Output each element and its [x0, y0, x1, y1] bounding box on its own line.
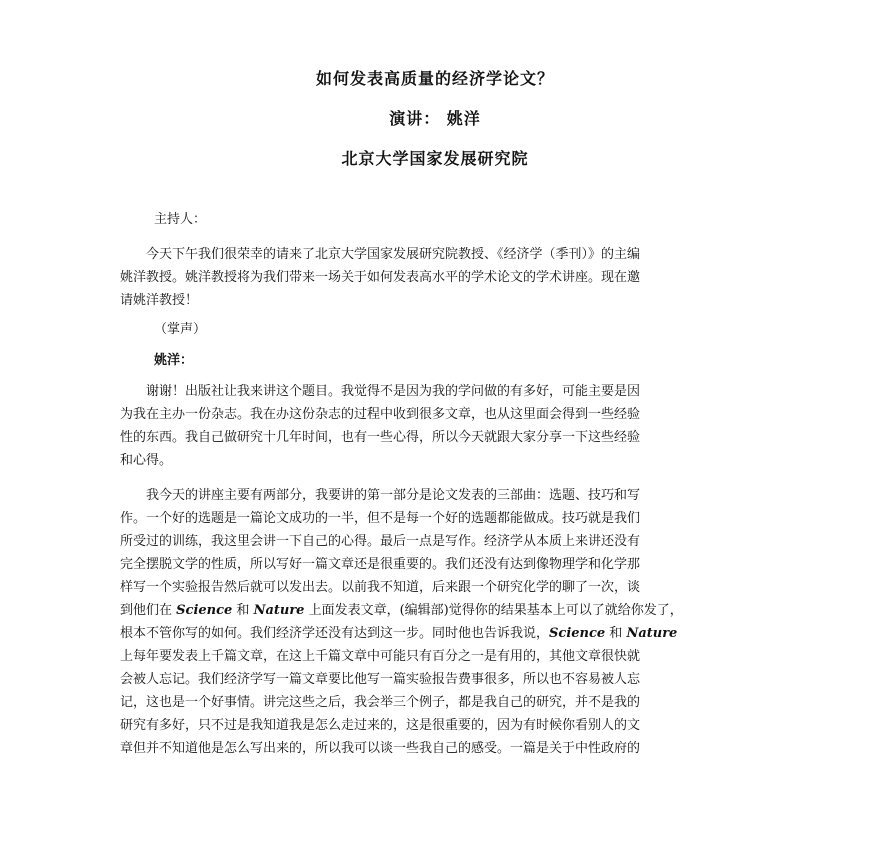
- journal-name-science: Science: [549, 626, 606, 641]
- journal-name-nature: Nature: [626, 626, 678, 641]
- journal-name-nature: Nature: [253, 603, 305, 618]
- institution-line: 北京大学国家发展研究院: [341, 149, 529, 168]
- line-text: 和: [605, 626, 627, 641]
- journal-name-science: Science: [176, 603, 233, 618]
- document-title: 如何发表高质量的经济学论文？: [315, 69, 554, 88]
- line-text: 和: [232, 603, 254, 618]
- paragraph-line: 章但并不知道他是怎么写出来的，所以我可以谈一些我自己的感受。一篇是关于中性政府的: [120, 741, 641, 756]
- paragraph-line: 会被人忘记。我们经济学写一篇文章要比他写一篇实验报告费事很多，所以也不容易被人忘: [120, 672, 641, 687]
- line-text: 到他们在: [120, 603, 177, 618]
- line-text: 根本不管你写的如何。我们经济学还没有达到这一步。同时他也告诉我说，: [120, 626, 550, 641]
- paragraph-line: 完全摆脱文学的性质，所以写好一篇文章还是很重要的。我们还没有达到像物理学和化学那: [120, 557, 641, 572]
- speaker-line: 演讲： 姚洋: [389, 109, 481, 128]
- speaker-label: 姚洋：: [154, 353, 194, 368]
- paragraph-line: 作。一个好的选题是一篇论文成功的一半，但不是每一个好的选题都能做成。技巧就是我们: [120, 511, 641, 526]
- paragraph-line: 为我在主办一份杂志。我在办这份杂志的过程中收到很多文章，也从这里面会得到一些经验: [120, 407, 641, 422]
- paragraph-line: 记，这也是一个好事情。讲完这些之后，我会举三个例子，都是我自己的研究，并不是我的: [120, 695, 641, 710]
- paragraph-line: 性的东西。我自己做研究十几年时间，也有一些心得，所以今天就跟大家分享一下这些经验: [120, 430, 641, 445]
- paragraph-line: [120, 622, 750, 645]
- paragraph-line: 样写一个实验报告然后就可以发出去。以前我不知道，后来跟一个研究化学的聊了一次，谈: [120, 580, 641, 595]
- paragraph-line: 我今天的讲座主要有两部分，我要讲的第一部分是论文发表的三部曲：选题、技巧和写: [146, 488, 641, 503]
- host-label: 主持人：: [154, 212, 207, 227]
- line-text: 上面发表文章，(编辑部)觉得你的结果基本上可以了就给你发了，: [304, 603, 683, 618]
- speech-paragraph-2: [120, 484, 750, 760]
- paragraph-line: [120, 599, 750, 622]
- applause-note: （掌声）: [154, 322, 207, 337]
- host-intro-line: 请姚洋教授！: [120, 293, 199, 308]
- speech-paragraph-1: [120, 380, 750, 472]
- host-intro-line: 今天下午我们很荣幸的请来了北京大学国家发展研究院教授、《经济学（季刊）》的主编: [146, 247, 641, 262]
- paragraph-line: 上每年要发表上千篇文章，在这上千篇文章中可能只有百分之一是有用的，其他文章很快就: [120, 649, 641, 664]
- host-intro-line: 姚洋教授。姚洋教授将为我们带来一场关于如何发表高水平的学术论文的学术讲座。现在邀: [120, 270, 641, 285]
- paragraph-line: 研究有多好，只不过是我知道我是怎么走过来的，这是很重要的，因为有时候你看别人的文: [120, 718, 641, 733]
- paragraph-line: 和心得。: [120, 453, 173, 468]
- paragraph-line: 所受过的训练，我这里会讲一下自己的心得。最后一点是写作。经济学从本质上来讲还没有: [120, 534, 641, 549]
- host-intro-paragraph: [120, 243, 750, 312]
- paragraph-line: 谢谢！出版社让我来讲这个题目。我觉得不是因为我的学问做的有多好，可能主要是因: [146, 384, 641, 399]
